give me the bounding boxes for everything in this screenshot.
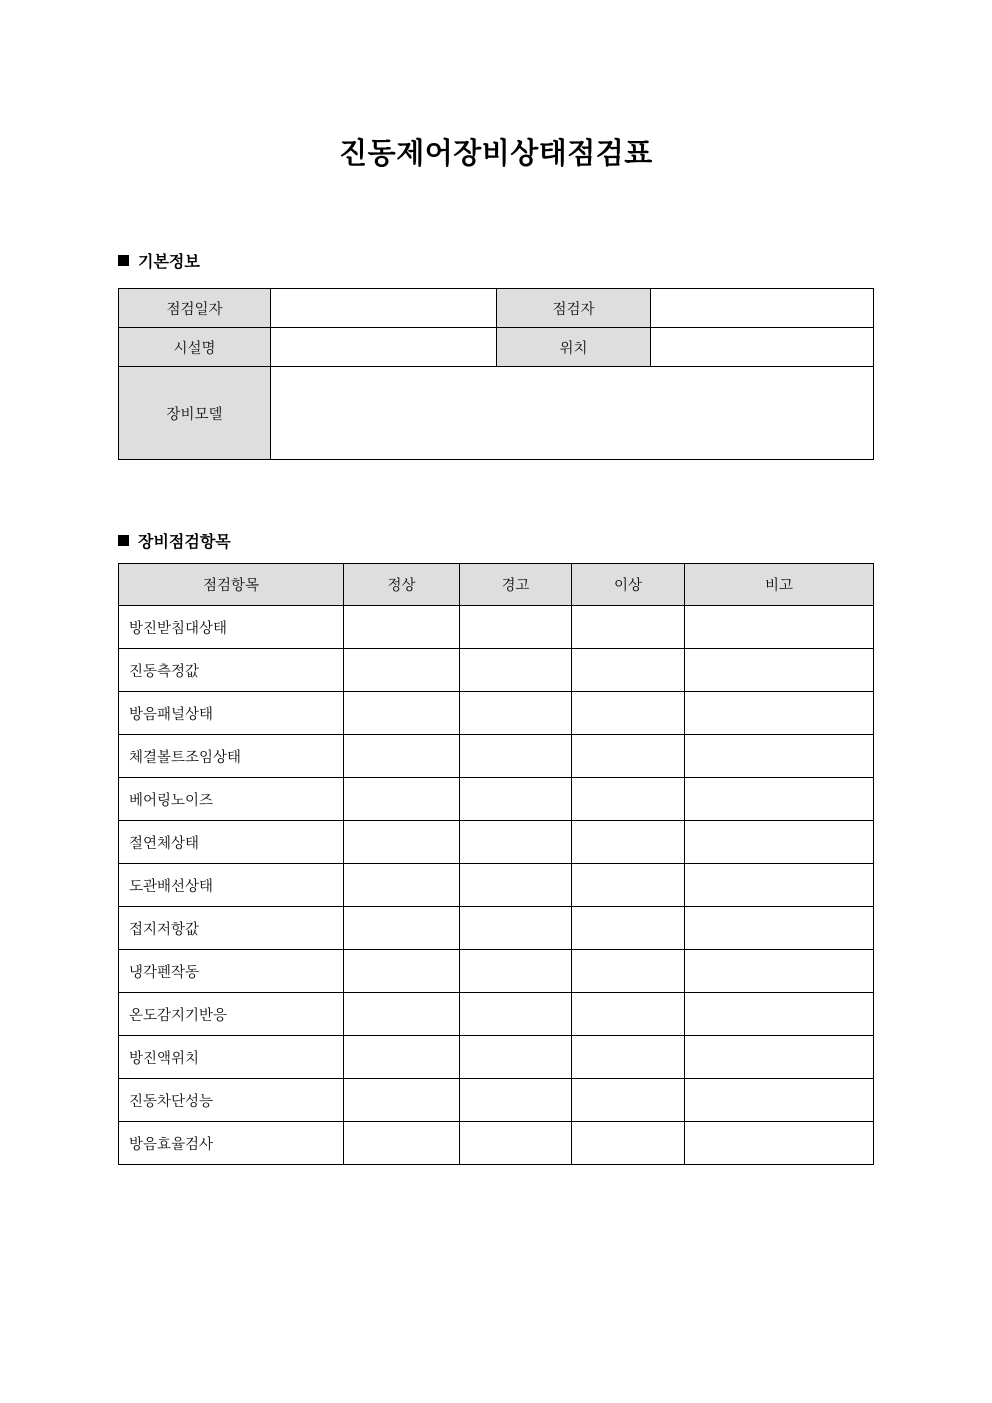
section-heading-basic-info-label: 기본정보 — [138, 254, 200, 271]
table-row — [119, 1122, 874, 1165]
field-location[interactable] — [651, 328, 874, 367]
basic-info-table — [118, 288, 874, 460]
label-inspector: 점검자 — [497, 289, 651, 328]
inspection-item-normal-cell[interactable] — [344, 821, 460, 864]
inspection-item-abnormal-cell[interactable] — [572, 1079, 685, 1122]
table-row — [119, 864, 874, 907]
inspection-item-label: 방진받침대상태 — [119, 606, 344, 649]
inspection-item-warning-cell[interactable] — [460, 1036, 572, 1079]
inspection-item-normal-cell[interactable] — [344, 692, 460, 735]
inspection-item-remarks-cell[interactable] — [685, 864, 874, 907]
inspection-item-normal-cell[interactable] — [344, 907, 460, 950]
table-row — [119, 1079, 874, 1122]
square-bullet-icon — [118, 535, 129, 546]
inspection-item-label: 방진액위치 — [119, 1036, 344, 1079]
inspection-item-abnormal-cell[interactable] — [572, 950, 685, 993]
inspection-item-abnormal-cell[interactable] — [572, 1122, 685, 1165]
inspection-item-remarks-cell[interactable] — [685, 907, 874, 950]
inspection-item-label: 베어링노이즈 — [119, 778, 344, 821]
inspection-items-table — [118, 563, 874, 1165]
inspection-item-normal-cell[interactable] — [344, 606, 460, 649]
inspection-item-remarks-cell[interactable] — [685, 735, 874, 778]
table-row — [119, 649, 874, 692]
inspection-item-warning-cell[interactable] — [460, 1079, 572, 1122]
inspection-item-warning-cell[interactable] — [460, 692, 572, 735]
inspection-item-remarks-cell[interactable] — [685, 778, 874, 821]
inspection-item-label: 진동차단성능 — [119, 1079, 344, 1122]
field-inspector[interactable] — [651, 289, 874, 328]
column-header-remarks: 비고 — [685, 564, 874, 606]
section-heading-basic-info — [118, 249, 200, 272]
inspection-item-warning-cell[interactable] — [460, 993, 572, 1036]
inspection-item-normal-cell[interactable] — [344, 1036, 460, 1079]
label-facility-name: 시설명 — [119, 328, 271, 367]
inspection-item-warning-cell[interactable] — [460, 1122, 572, 1165]
inspection-item-normal-cell[interactable] — [344, 864, 460, 907]
table-row — [119, 328, 874, 367]
table-row — [119, 367, 874, 460]
inspection-item-normal-cell[interactable] — [344, 950, 460, 993]
label-inspection-date: 점검일자 — [119, 289, 271, 328]
table-row — [119, 907, 874, 950]
inspection-item-abnormal-cell[interactable] — [572, 1036, 685, 1079]
table-row — [119, 778, 874, 821]
column-header-normal: 정상 — [344, 564, 460, 606]
inspection-item-remarks-cell[interactable] — [685, 649, 874, 692]
inspection-item-label: 방음패널상태 — [119, 692, 344, 735]
page-title: 진동제어장비상태점검표 — [339, 138, 653, 170]
section-heading-inspection-items — [118, 529, 231, 552]
inspection-item-abnormal-cell[interactable] — [572, 692, 685, 735]
inspection-item-abnormal-cell[interactable] — [572, 993, 685, 1036]
field-facility-name[interactable] — [271, 328, 497, 367]
inspection-item-normal-cell[interactable] — [344, 778, 460, 821]
inspection-item-remarks-cell[interactable] — [685, 821, 874, 864]
section-heading-inspection-items-label: 장비점검항목 — [138, 534, 231, 551]
square-bullet-icon — [118, 255, 129, 266]
inspection-item-warning-cell[interactable] — [460, 649, 572, 692]
table-row — [119, 606, 874, 649]
inspection-item-normal-cell[interactable] — [344, 993, 460, 1036]
table-row — [119, 1036, 874, 1079]
inspection-item-abnormal-cell[interactable] — [572, 649, 685, 692]
inspection-item-label: 진동측정값 — [119, 649, 344, 692]
inspection-item-abnormal-cell[interactable] — [572, 864, 685, 907]
inspection-item-warning-cell[interactable] — [460, 778, 572, 821]
inspection-item-normal-cell[interactable] — [344, 649, 460, 692]
inspection-item-normal-cell[interactable] — [344, 1079, 460, 1122]
inspection-item-warning-cell[interactable] — [460, 864, 572, 907]
inspection-item-abnormal-cell[interactable] — [572, 907, 685, 950]
inspection-item-warning-cell[interactable] — [460, 606, 572, 649]
inspection-item-normal-cell[interactable] — [344, 1122, 460, 1165]
inspection-item-remarks-cell[interactable] — [685, 993, 874, 1036]
inspection-item-label: 온도감지기반응 — [119, 993, 344, 1036]
inspection-item-remarks-cell[interactable] — [685, 950, 874, 993]
label-equipment-model: 장비모델 — [119, 367, 271, 460]
field-equipment-model[interactable] — [271, 367, 874, 460]
inspection-item-abnormal-cell[interactable] — [572, 778, 685, 821]
table-header-row — [119, 564, 874, 606]
inspection-item-label: 방음효율검사 — [119, 1122, 344, 1165]
table-row — [119, 950, 874, 993]
inspection-item-remarks-cell[interactable] — [685, 1079, 874, 1122]
table-row — [119, 821, 874, 864]
column-header-abnormal: 이상 — [572, 564, 685, 606]
table-row — [119, 735, 874, 778]
inspection-item-remarks-cell[interactable] — [685, 1122, 874, 1165]
inspection-item-warning-cell[interactable] — [460, 950, 572, 993]
field-inspection-date[interactable] — [271, 289, 497, 328]
inspection-item-abnormal-cell[interactable] — [572, 821, 685, 864]
inspection-item-label: 도관배선상태 — [119, 864, 344, 907]
inspection-item-warning-cell[interactable] — [460, 735, 572, 778]
inspection-item-label: 냉각펜작동 — [119, 950, 344, 993]
column-header-warning: 경고 — [460, 564, 572, 606]
inspection-item-abnormal-cell[interactable] — [572, 735, 685, 778]
inspection-item-remarks-cell[interactable] — [685, 1036, 874, 1079]
inspection-item-remarks-cell[interactable] — [685, 692, 874, 735]
inspection-item-label: 접지저항값 — [119, 907, 344, 950]
table-row — [119, 692, 874, 735]
inspection-item-abnormal-cell[interactable] — [572, 606, 685, 649]
table-row — [119, 993, 874, 1036]
column-header-item: 점검항목 — [119, 564, 344, 606]
inspection-item-label: 절연체상태 — [119, 821, 344, 864]
table-row — [119, 289, 874, 328]
label-location: 위치 — [497, 328, 651, 367]
inspection-item-normal-cell[interactable] — [344, 735, 460, 778]
inspection-item-warning-cell[interactable] — [460, 907, 572, 950]
inspection-item-label: 체결볼트조임상태 — [119, 735, 344, 778]
inspection-item-warning-cell[interactable] — [460, 821, 572, 864]
inspection-item-remarks-cell[interactable] — [685, 606, 874, 649]
